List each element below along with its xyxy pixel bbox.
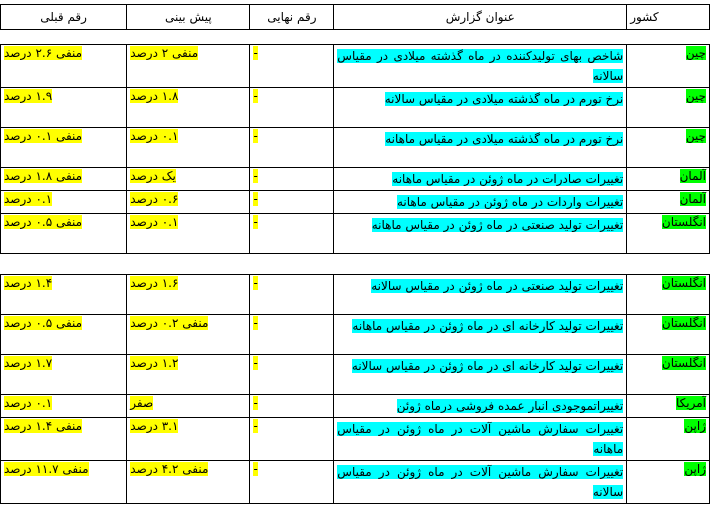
forecast-value-cell: [127, 214, 250, 254]
country-text: چین: [685, 89, 706, 103]
country-text: انگلستان: [661, 215, 706, 229]
previous-value-cell: [1, 395, 127, 418]
previous-text: ۱.۹ درصد: [4, 89, 53, 103]
final-text: -: [253, 462, 258, 476]
previous-value-cell: [1, 88, 127, 128]
final-value-cell: [250, 191, 334, 214]
economic-calendar-table-1: [0, 4, 710, 254]
header-forecast: پیش بینی: [127, 5, 250, 30]
country-cell: [627, 418, 710, 461]
previous-value-cell: [1, 128, 127, 168]
final-text: -: [253, 89, 258, 103]
forecast-text: منفی ۲ درصد: [130, 46, 199, 60]
title-text: تغییرات تولید کارخانه ای در ماه ژوئن در مقیاس سالانه: [351, 359, 624, 373]
header-country: کشور: [627, 5, 710, 30]
previous-text: منفی ۰.۵ درصد: [4, 316, 83, 330]
previous-value-cell: [1, 418, 127, 461]
forecast-value-cell: [127, 45, 250, 88]
country-cell: [627, 461, 710, 504]
final-text: -: [253, 316, 258, 330]
report-title-cell: [334, 214, 627, 254]
report-title-cell: [334, 191, 627, 214]
previous-text: ۰.۱ درصد: [4, 192, 53, 206]
forecast-text: صفر: [130, 396, 154, 410]
forecast-value-cell: [127, 418, 250, 461]
final-value-cell: [250, 315, 334, 355]
final-value-cell: [250, 355, 334, 395]
final-text: -: [253, 215, 258, 229]
country-cell: [627, 191, 710, 214]
table-row: [1, 191, 710, 214]
final-text: -: [253, 129, 258, 143]
forecast-text: ۳.۱ درصد: [130, 419, 179, 433]
country-text: ژاپن: [684, 462, 706, 476]
report-title-cell: [334, 461, 627, 504]
previous-text: منفی ۱۱.۷ درصد: [4, 462, 89, 476]
previous-text: منفی ۰.۵ درصد: [4, 215, 83, 229]
country-text: آلمان: [679, 169, 706, 183]
forecast-text: منفی ۰.۲ درصد: [130, 316, 209, 330]
title-text: نرخ تورم در ماه گذشته میلادی در مقیاس سالانه: [384, 92, 624, 106]
previous-text: ۱.۷ درصد: [4, 356, 53, 370]
table-row: [1, 128, 710, 168]
table-row: [1, 418, 710, 461]
report-title-cell: [334, 418, 627, 461]
final-text: -: [253, 46, 258, 60]
forecast-value-cell: [127, 191, 250, 214]
header-previous: رقم قبلی: [1, 5, 127, 30]
country-cell: [627, 355, 710, 395]
country-cell: [627, 88, 710, 128]
previous-value-cell: [1, 191, 127, 214]
economic-calendar-table-2: [0, 274, 710, 504]
forecast-value-cell: [127, 88, 250, 128]
forecast-value-cell: [127, 128, 250, 168]
country-cell: [627, 214, 710, 254]
final-value-cell: [250, 128, 334, 168]
table-row: [1, 315, 710, 355]
report-title-cell: [334, 355, 627, 395]
title-text: تغییرات سفارش ماشین آلات در ماه ژوئن در مقیاس سالانه: [337, 465, 624, 499]
forecast-text: منفی ۴.۲ درصد: [130, 462, 209, 476]
report-title-cell: [334, 315, 627, 355]
previous-value-cell: [1, 315, 127, 355]
forecast-text: یک درصد: [130, 169, 176, 183]
table-row: [1, 461, 710, 504]
table-row: [1, 395, 710, 418]
forecast-value-cell: [127, 315, 250, 355]
country-text: آمریکا: [675, 396, 706, 410]
final-text: -: [253, 169, 258, 183]
forecast-text: ۱.۸ درصد: [130, 89, 179, 103]
forecast-text: ۰.۶ درصد: [130, 192, 179, 206]
previous-text: ۱.۴ درصد: [4, 276, 53, 290]
title-text: نرخ تورم در ماه گذشته میلادی در مقیاس ماهانه: [385, 132, 624, 146]
previous-value-cell: [1, 168, 127, 191]
header-gap-row: [1, 30, 710, 45]
country-text: آلمان: [679, 192, 706, 206]
country-cell: [627, 395, 710, 418]
final-text: -: [253, 356, 258, 370]
previous-text: منفی ۲.۶ درصد: [4, 46, 83, 60]
table-row: [1, 214, 710, 254]
forecast-value-cell: [127, 168, 250, 191]
previous-text: منفی ۰.۱ درصد: [4, 129, 83, 143]
title-text: تغییرات تولید صنعتی در ماه ژوئن در مقیاس ماهانه: [371, 218, 624, 232]
table-row: [1, 275, 710, 315]
previous-value-cell: [1, 355, 127, 395]
previous-text: منفی ۱.۴ درصد: [4, 419, 83, 433]
country-cell: [627, 45, 710, 88]
title-text: تغییرات تولید صنعتی در ماه ژوئن در مقیاس سالانه: [371, 279, 624, 293]
forecast-value-cell: [127, 461, 250, 504]
country-text: ژاپن: [684, 419, 706, 433]
forecast-value-cell: [127, 275, 250, 315]
country-cell: [627, 168, 710, 191]
table-row: [1, 45, 710, 88]
section-1-body: [1, 45, 710, 254]
final-text: -: [253, 276, 258, 290]
header-title: عنوان گزارش: [334, 5, 627, 30]
report-title-cell: [334, 395, 627, 418]
final-value-cell: [250, 88, 334, 128]
title-text: تغییرات واردات در ماه ژوئن در مقیاس ماهانه: [396, 195, 624, 209]
title-text: شاخص بهای تولیدکننده در ماه گذشته میلادی در مقیاس سالانه: [337, 49, 624, 83]
title-text: تغییراتموجودی انبار عمده فروشی درماه ژوئن: [396, 399, 624, 413]
forecast-value-cell: [127, 355, 250, 395]
final-value-cell: [250, 395, 334, 418]
country-text: چین: [685, 46, 706, 60]
country-text: چین: [685, 129, 706, 143]
final-value-cell: [250, 168, 334, 191]
country-cell: [627, 128, 710, 168]
header-final: رقم نهایی: [250, 5, 334, 30]
report-title-cell: [334, 88, 627, 128]
previous-value-cell: [1, 461, 127, 504]
forecast-text: ۱.۶ درصد: [130, 276, 179, 290]
previous-value-cell: [1, 275, 127, 315]
country-cell: [627, 315, 710, 355]
title-text: تغییرات تولید کارخانه ای در ماه ژوئن در مقیاس ماهانه: [352, 319, 624, 333]
country-text: انگلستان: [661, 316, 706, 330]
table-row: [1, 88, 710, 128]
final-value-cell: [250, 214, 334, 254]
country-cell: [627, 275, 710, 315]
forecast-text: ۰.۱ درصد: [130, 129, 179, 143]
report-title-cell: [334, 168, 627, 191]
table-row: [1, 355, 710, 395]
header-row: [1, 5, 710, 30]
report-title-cell: [334, 128, 627, 168]
previous-value-cell: [1, 45, 127, 88]
country-text: انگلستان: [661, 276, 706, 290]
forecast-value-cell: [127, 395, 250, 418]
title-text: تغییرات سفارش ماشین آلات در ماه ژوئن در مقیاس ماهانه: [337, 422, 624, 456]
final-value-cell: [250, 461, 334, 504]
final-text: -: [253, 419, 258, 433]
previous-value-cell: [1, 214, 127, 254]
forecast-text: ۰.۱ درصد: [130, 215, 179, 229]
report-title-cell: [334, 45, 627, 88]
final-value-cell: [250, 418, 334, 461]
forecast-text: ۱.۲ درصد: [130, 356, 179, 370]
section-2-body: [1, 275, 710, 504]
previous-text: ۰.۱ درصد: [4, 396, 53, 410]
country-text: انگلستان: [661, 356, 706, 370]
title-text: تغییرات صادرات در ماه ژوئن در مقیاس ماهانه: [392, 172, 624, 186]
table-row: [1, 168, 710, 191]
previous-text: منفی ۱.۸ درصد: [4, 169, 83, 183]
final-value-cell: [250, 275, 334, 315]
report-title-cell: [334, 275, 627, 315]
final-text: -: [253, 192, 258, 206]
final-value-cell: [250, 45, 334, 88]
final-text: -: [253, 396, 258, 410]
